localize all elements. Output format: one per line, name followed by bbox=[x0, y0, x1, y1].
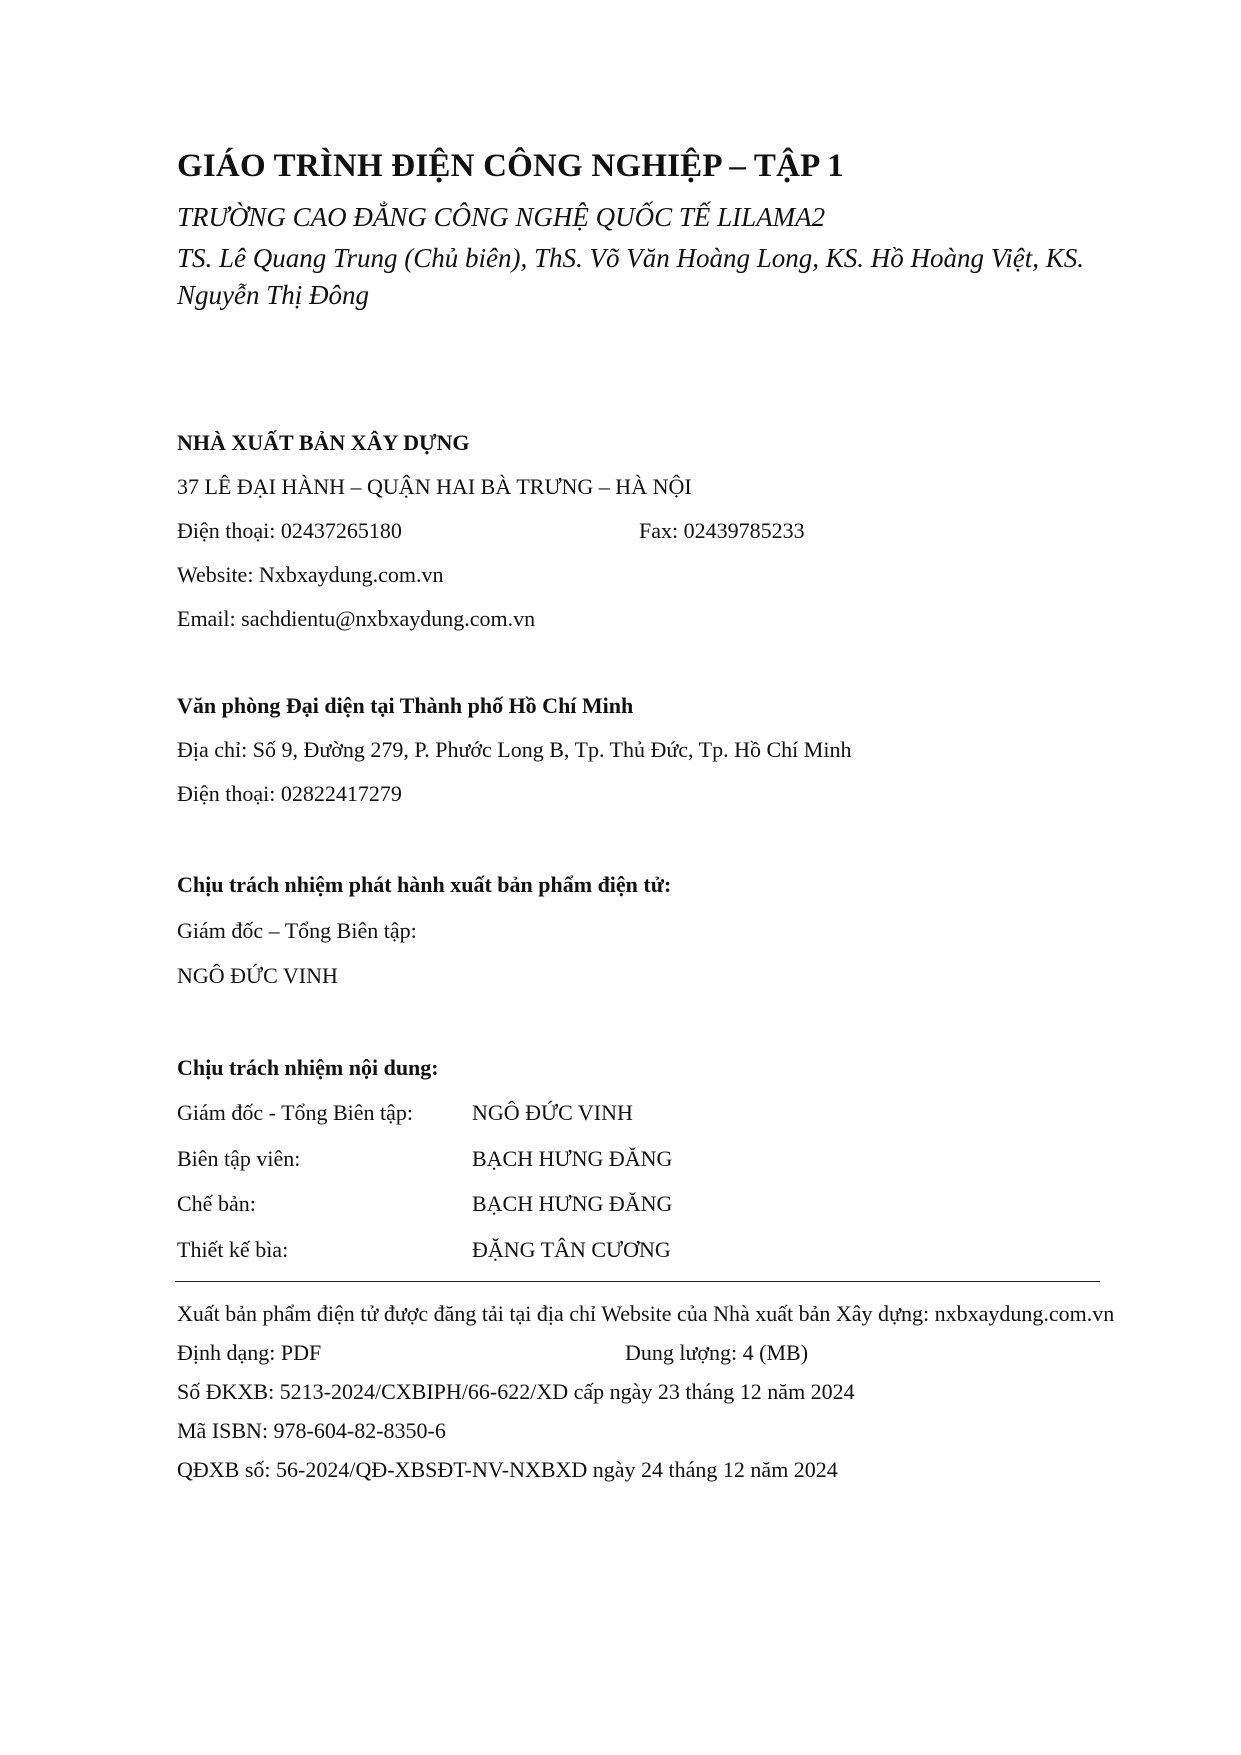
publishing-responsibility-heading: Chịu trách nhiệm phát hành xuất bản phẩm điện tử: bbox=[177, 872, 672, 897]
publication-note: Xuất bản phẩm điện tử được đăng tải tại địa chỉ Website của Nhà xuất bản Xây dựng: nxbxaydung.com.vn bbox=[177, 1301, 1115, 1326]
hcm-office-heading: Văn phòng Đại diện tại Thành phố Hồ Chí Minh bbox=[177, 693, 634, 718]
publishing-decision: QĐXB số: 56-2024/QĐ-XBSĐT-NV-NXBXD ngày 24 tháng 12 năm 2024 bbox=[177, 1457, 838, 1482]
content-person: BẠCH HƯNG ĐĂNG bbox=[472, 1191, 673, 1216]
content-role: Biên tập viên: bbox=[177, 1146, 301, 1171]
isbn-number: Mã ISBN: 978-604-82-8350-6 bbox=[177, 1418, 446, 1443]
publisher-contact-row bbox=[177, 518, 877, 544]
content-responsibility-heading: Chịu trách nhiệm nội dung: bbox=[177, 1055, 439, 1080]
content-responsibility-row bbox=[177, 1146, 877, 1172]
institution-name: TRƯỜNG CAO ĐẲNG CÔNG NGHỆ QUỐC TẾ LILAMA2 bbox=[177, 202, 826, 232]
content-person: BẠCH HƯNG ĐĂNG bbox=[472, 1146, 673, 1171]
content-person: NGÔ ĐỨC VINH bbox=[472, 1100, 633, 1125]
content-responsibility-row bbox=[177, 1100, 877, 1126]
registration-number: Số ĐKXB: 5213-2024/CXBIPH/66-622/XD cấp ngày 23 tháng 12 năm 2024 bbox=[177, 1379, 855, 1404]
publisher-phone: Điện thoại: 02437265180 bbox=[177, 518, 402, 543]
publisher-website: Website: Nxbxaydung.com.vn bbox=[177, 562, 444, 587]
publisher-fax: Fax: 02439785233 bbox=[639, 518, 805, 543]
format-row bbox=[177, 1340, 877, 1366]
content-role: Thiết kế bìa: bbox=[177, 1237, 289, 1262]
content-role: Chế bản: bbox=[177, 1191, 256, 1216]
file-format: Định dạng: PDF bbox=[177, 1340, 322, 1365]
file-capacity: Dung lượng: 4 (MB) bbox=[625, 1340, 809, 1365]
publisher-email: Email: sachdientu@nxbxaydung.com.vn bbox=[177, 606, 536, 631]
publisher-address: 37 LÊ ĐẠI HÀNH – QUẬN HAI BÀ TRƯNG – HÀ NỘI bbox=[177, 474, 692, 499]
content-role: Giám đốc - Tổng Biên tập: bbox=[177, 1100, 414, 1125]
book-title: GIÁO TRÌNH ĐIỆN CÔNG NGHIỆP – TẬP 1 bbox=[177, 148, 844, 184]
publishing-responsibility-role: Giám đốc – Tổng Biên tập: bbox=[177, 918, 417, 943]
content-responsibility-row bbox=[177, 1191, 877, 1217]
authors-line: TS. Lê Quang Trung (Chủ biên), ThS. Võ Văn Hoàng Long, KS. Hồ Hoàng Việt, KS. Nguyễn Thị Đông bbox=[177, 243, 1085, 310]
hcm-office-phone: Điện thoại: 02822417279 bbox=[177, 781, 402, 806]
hcm-office-address: Địa chỉ: Số 9, Đường 279, P. Phước Long B, Tp. Thủ Đức, Tp. Hồ Chí Minh bbox=[177, 737, 852, 762]
content-person: ĐẶNG TÂN CƯƠNG bbox=[472, 1237, 671, 1262]
divider-line bbox=[175, 1281, 1100, 1282]
publishing-responsibility-person: NGÔ ĐỨC VINH bbox=[177, 963, 338, 988]
publisher-name: NHÀ XUẤT BẢN XÂY DỰNG bbox=[177, 430, 470, 455]
content-responsibility-row bbox=[177, 1237, 877, 1263]
